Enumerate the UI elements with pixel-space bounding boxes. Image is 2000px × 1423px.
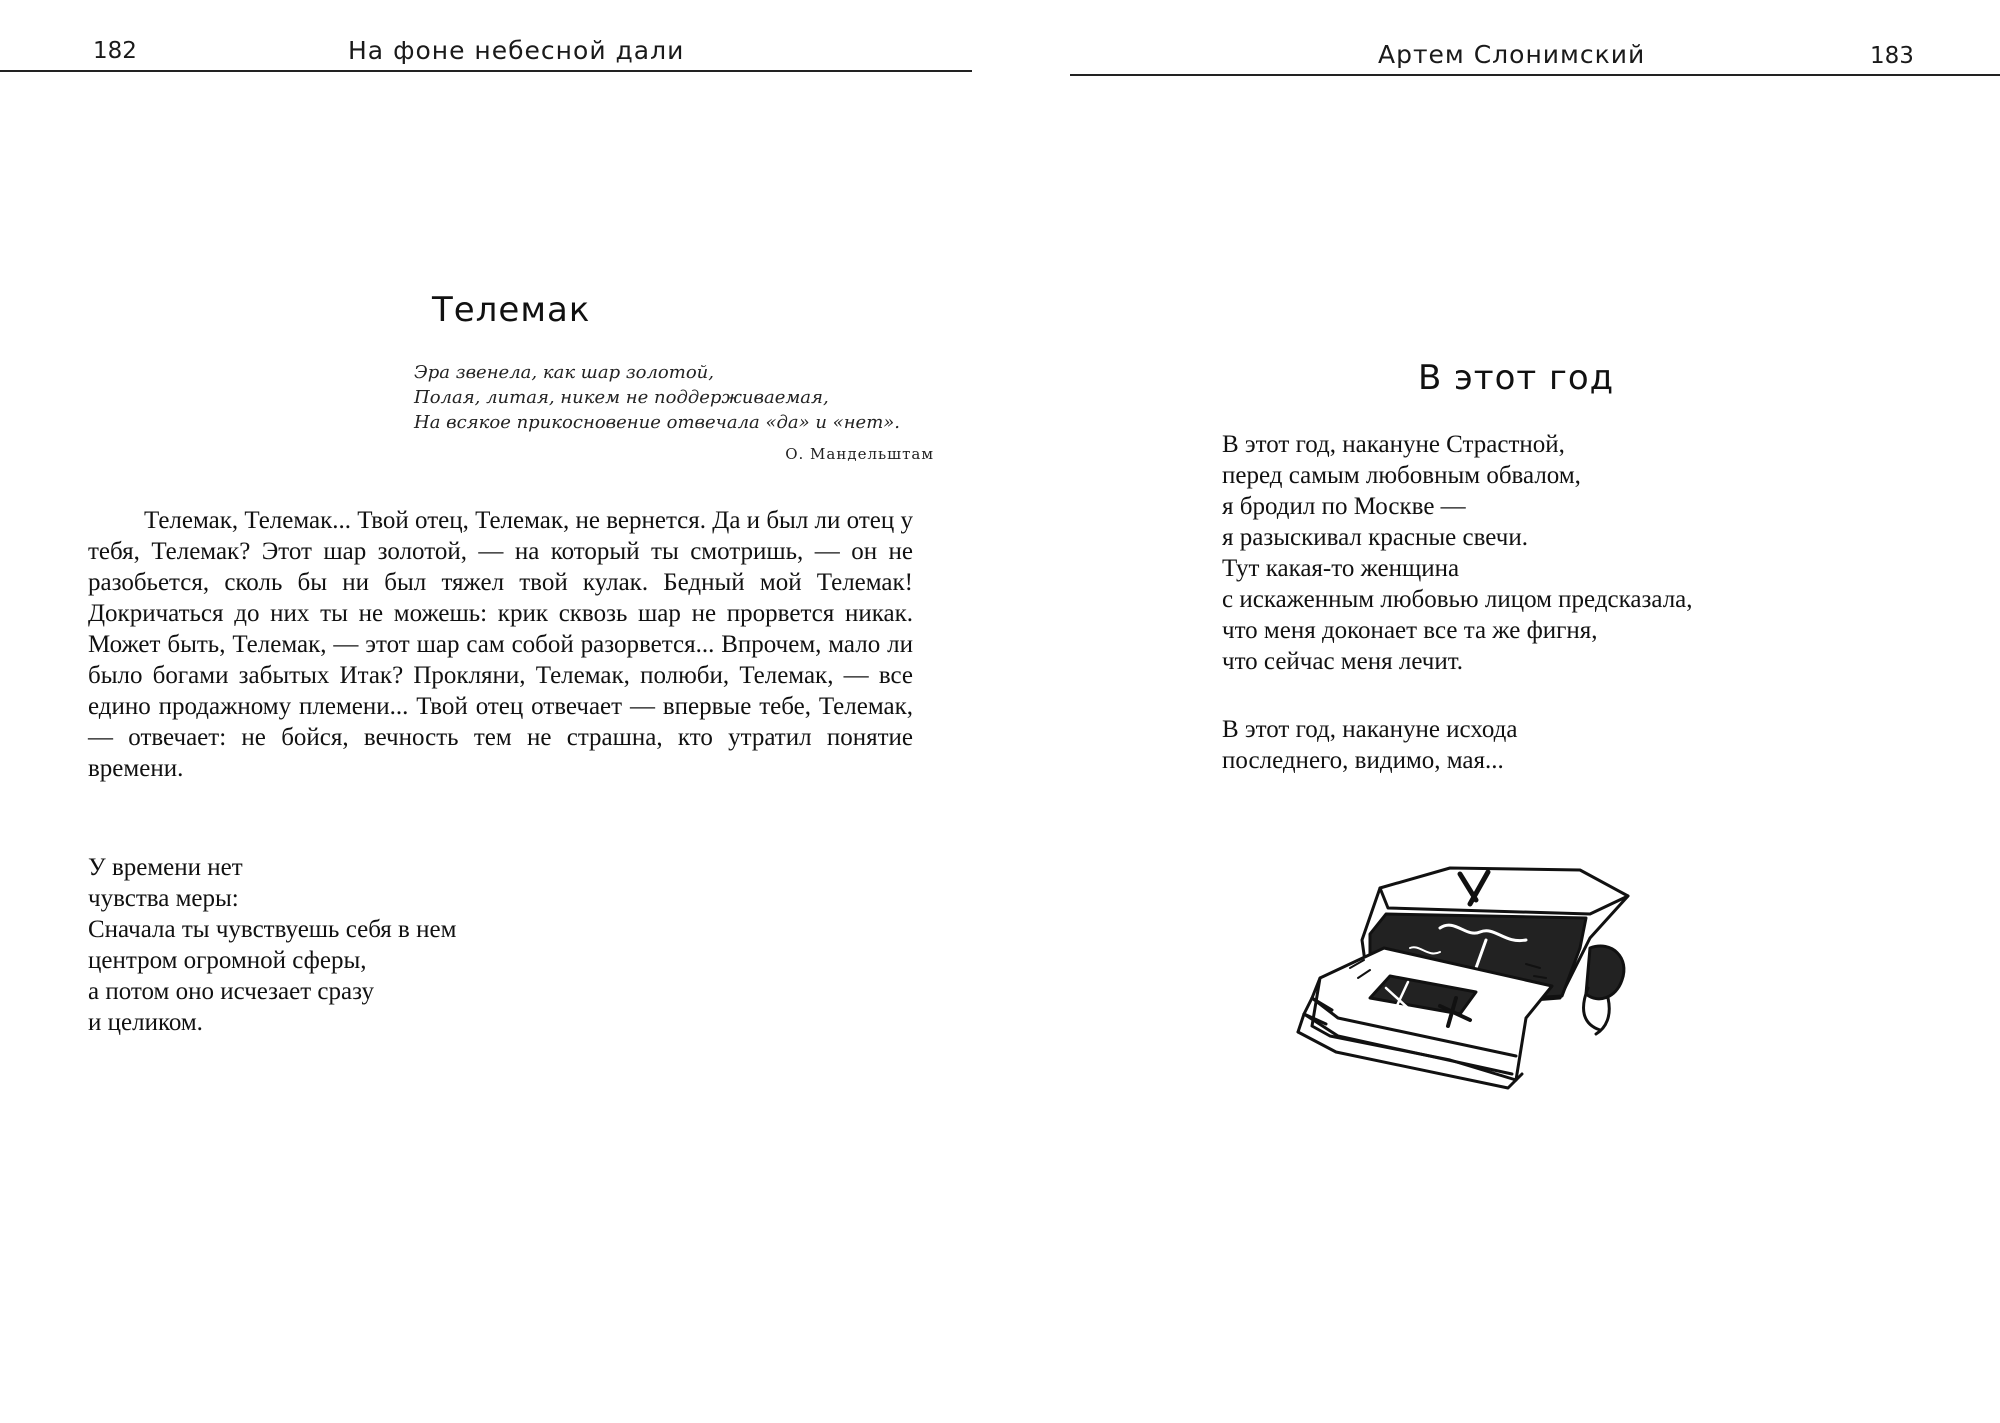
page-number-left: 182 [93,38,137,64]
verse-line: последнего, видимо, мая... [1222,747,1504,774]
prose-paragraph: Телемак, Телемак... Твой отец, Телемак, не вернется. Да и был ли отец у тебя, Телемак? Этот шар золотой, — на который ты смотришь, — он не разобьется, сколь бы ни был тяжел твой кулак. Бедный мой Телемак! Докричаться до них ты не можешь: крик сквозь шар не прорвется никак. Может быть, Телемак, — этот шар сам собой разорвется... Впрочем, мало ли было богами забытых Итак? Прокляни, Телемак, полюби, Телемак, — все едино продажному племени... Твой отец отвечает — впервые тебе, Телемак, — отвечает: не бойся, вечность тем не страшна, кто утратил понятие времени. [88,507,913,782]
verse-stanza [1222,429,1693,677]
verse-line: чувства меры: [88,885,239,912]
header-rule-left [0,70,972,72]
epigraph-line: На всякое прикосновение отвечала «да» и «нет». [414,412,901,433]
verse-stanza [88,852,456,1038]
verse-line: Сначала ты чувствуешь себя в нем [88,916,457,943]
poem-title-v-etot-god: В этот год [1418,358,1615,398]
verse-line: В этот год, накануне Страстной, [1222,431,1565,458]
verse-line: центром огромной сферы, [88,947,367,974]
verse-stanza [1222,714,1517,776]
verse-line: с искаженным любовью лицом предсказала, [1222,586,1693,613]
verse-line: В этот год, накануне исхода [1222,716,1518,743]
page-number-right: 183 [1870,43,1914,69]
epigraph [414,360,934,463]
verse-line: У времени нет [88,854,243,881]
running-head-right: Артем Слонимский [1378,40,1646,69]
verse-line: Тут какая-то женщина [1222,555,1460,582]
verse-line: а потом оно исчезает сразу [88,978,374,1005]
epigraph-line: Эра звенела, как шар золотой, [414,362,714,383]
verse-line: что сейчас меня лечит. [1222,648,1464,675]
header-rule-right [1070,74,2000,76]
verse-line: перед самым любовным обвалом, [1222,462,1581,489]
epigraph-author: О. Мандельштам [785,445,934,463]
verse-line: и целиком. [88,1009,203,1036]
verse-line: я бродил по Москве — [1222,493,1466,520]
epigraph-line: Полая, литая, никем не поддерживаемая, [414,387,829,408]
wrapped-candles-drawing-icon [1290,848,1650,1098]
right-page [1000,0,2000,1423]
running-head-left: На фоне небесной дали [348,36,685,65]
verse-line: что меня доконает все та же фигня, [1222,617,1598,644]
verse-line: я разыскивал красные свечи. [1222,524,1528,551]
poem-title-telemak: Телемак [432,290,591,330]
